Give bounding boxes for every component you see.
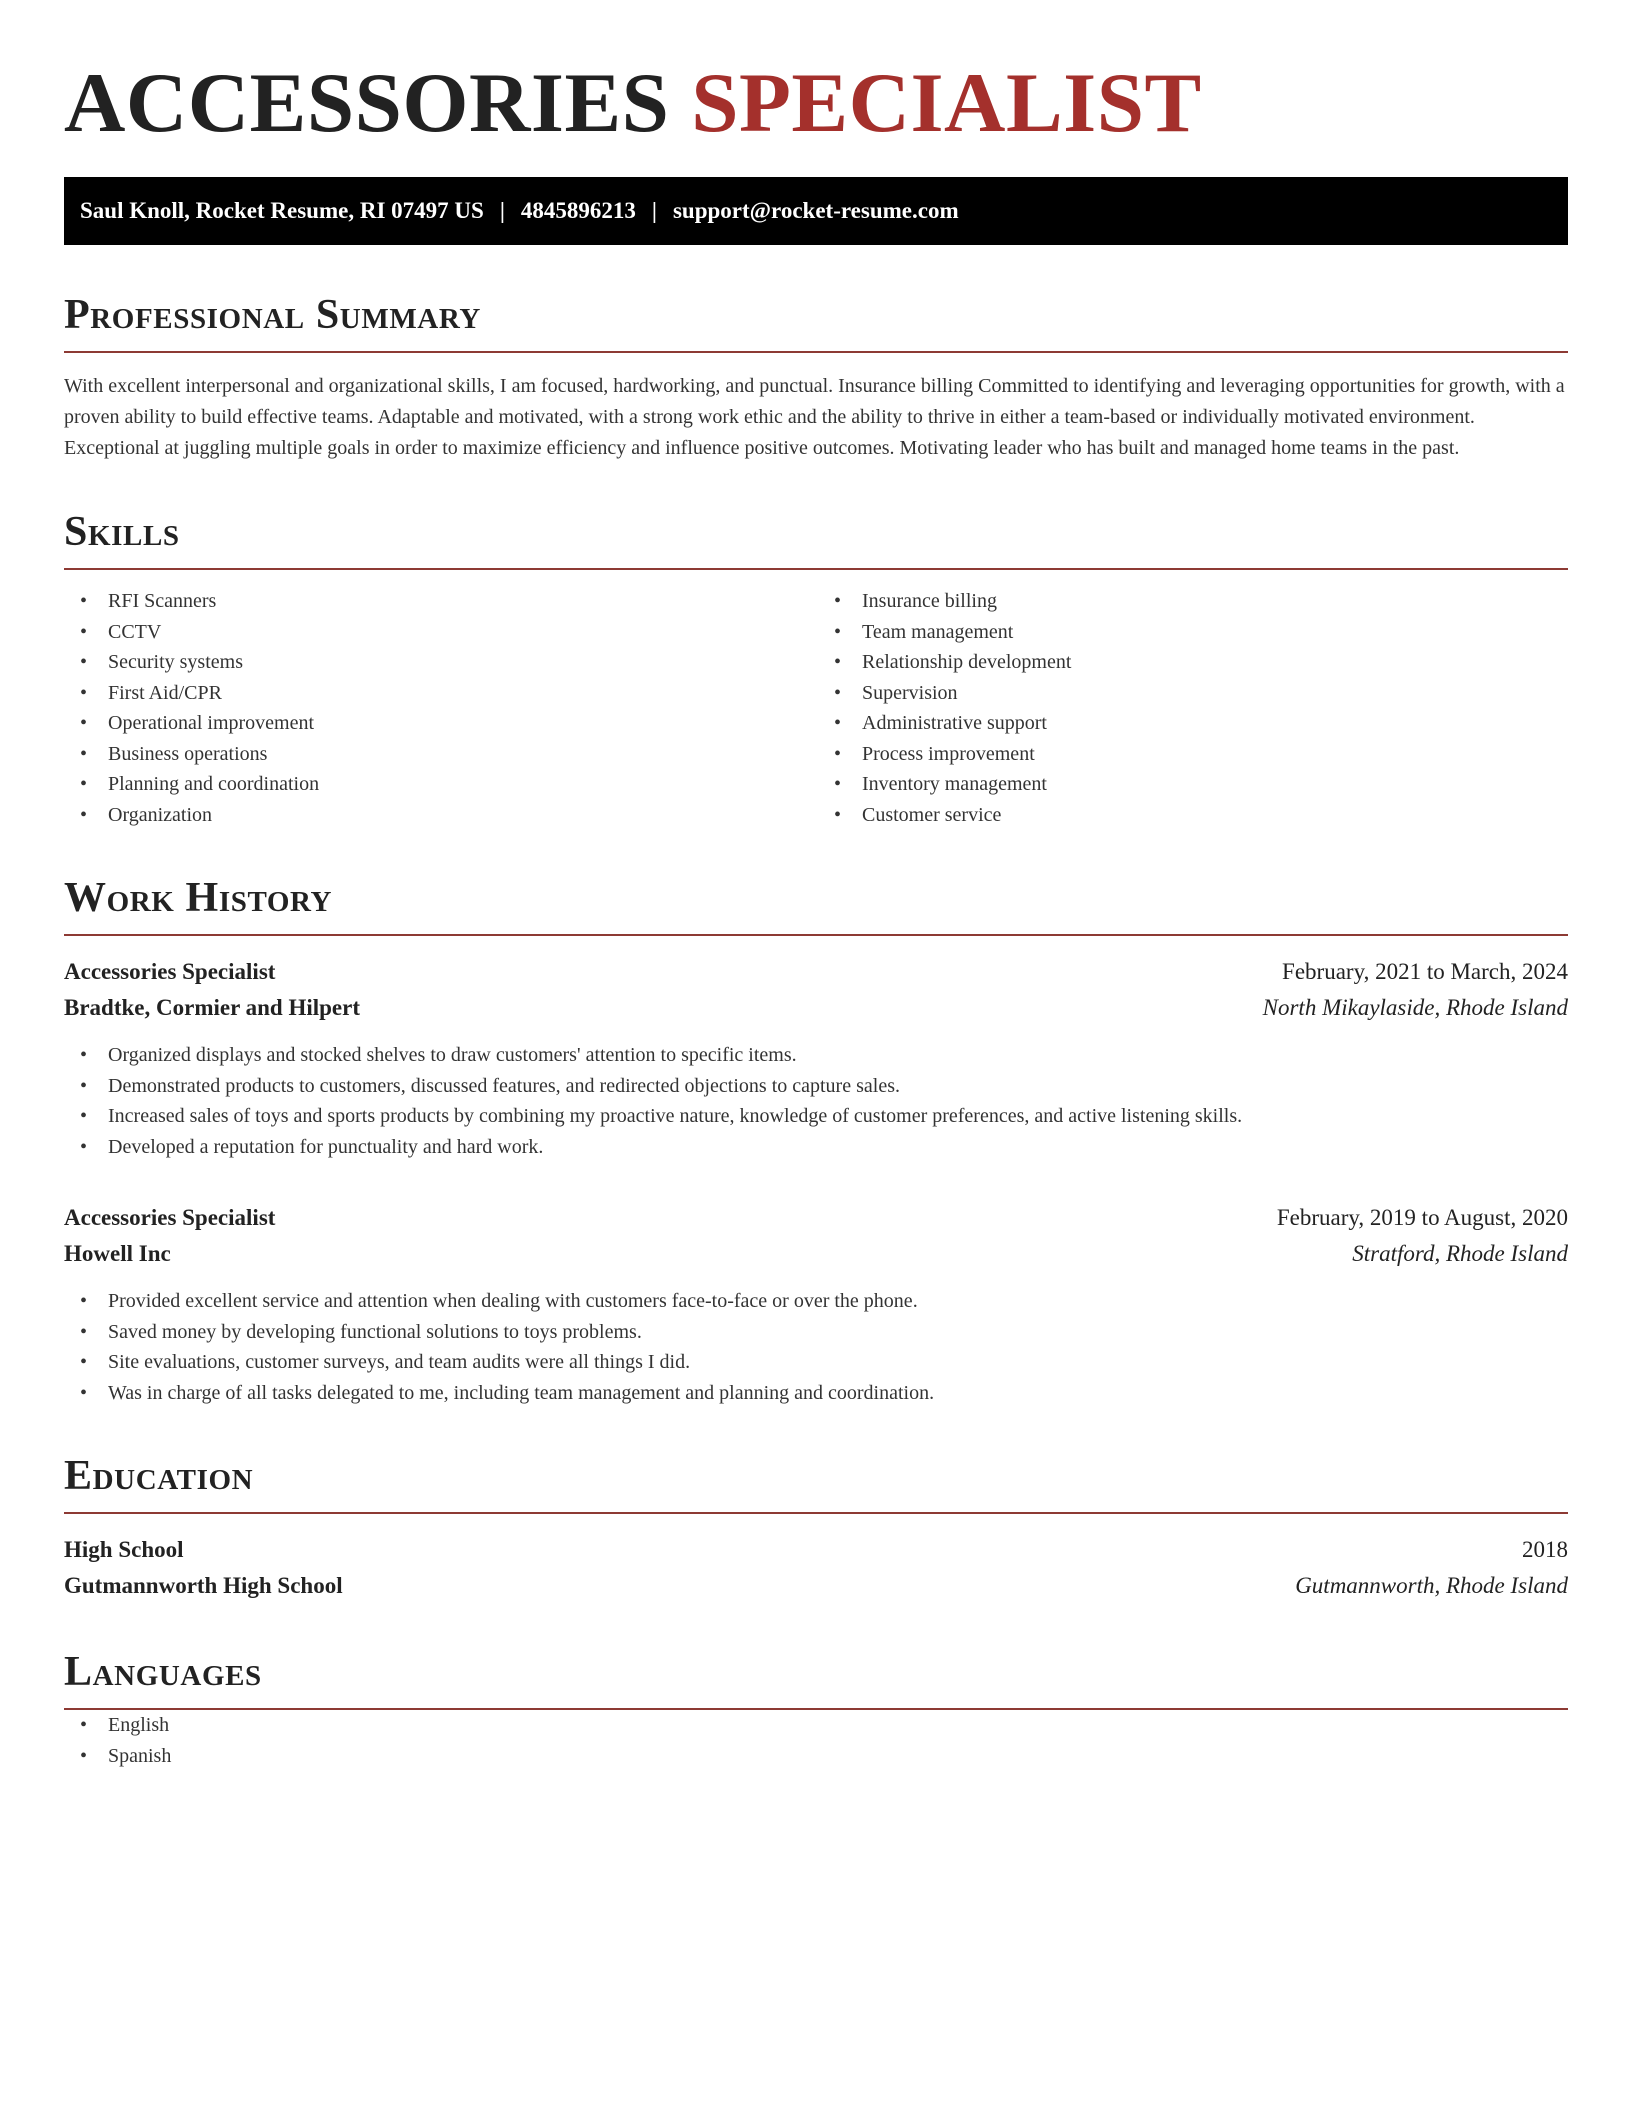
work-history-heading: Work History — [64, 874, 1568, 936]
education-degree: High School — [64, 1537, 184, 1562]
job-duty: • Organized displays and stocked shelves to draw customers' attention to specific items. — [64, 1040, 1568, 1071]
job-duties-list — [64, 1286, 1568, 1408]
skill-item: • Administrative support — [818, 708, 1568, 739]
job-company: Bradtke, Cormier and Hilpert — [64, 995, 360, 1020]
summary-section — [64, 291, 1568, 464]
job-location: Stratford, Rhode Island — [1352, 1241, 1568, 1266]
contact-email: support@rocket-resume.com — [672, 198, 959, 223]
skills-list-left — [64, 586, 814, 830]
job-dates: February, 2021 to March, 2024 — [1282, 959, 1568, 984]
job-location: North Mikaylaside, Rhode Island — [1262, 995, 1568, 1020]
education-degree-row — [64, 1532, 1568, 1568]
job-duty: • Increased sales of toys and sports products by combining my proactive nature, knowledge of customer preferences, and active listening skills. — [64, 1101, 1568, 1132]
languages-heading: Languages — [64, 1648, 1568, 1710]
education-location: Gutmannworth, Rhode Island — [1295, 1573, 1568, 1598]
job-duty: • Saved money by developing functional solutions to toys problems. — [64, 1317, 1568, 1348]
education-entry — [64, 1532, 1568, 1604]
skill-item: • Supervision — [818, 678, 1568, 709]
job-duty: • Developed a reputation for punctuality and hard work. — [64, 1132, 1568, 1163]
skill-item: • Process improvement — [818, 739, 1568, 770]
languages-section — [64, 1648, 1568, 1771]
contact-bar — [64, 177, 1568, 245]
title-second-word: SPECIALIST — [691, 56, 1202, 150]
job-duties-list — [64, 1040, 1568, 1162]
job-header-row — [64, 1200, 1568, 1236]
job-entry — [64, 1200, 1568, 1408]
skills-list-right — [814, 586, 1568, 830]
skills-heading: Skills — [64, 508, 1568, 570]
skill-item: • Customer service — [818, 800, 1568, 831]
skills-grid — [64, 586, 1568, 830]
education-heading: Education — [64, 1452, 1568, 1514]
skill-item: • Insurance billing — [818, 586, 1568, 617]
skill-item: • RFI Scanners — [64, 586, 814, 617]
skill-item: • Team management — [818, 617, 1568, 648]
job-dates: February, 2019 to August, 2020 — [1276, 1205, 1568, 1230]
job-company: Howell Inc — [64, 1241, 171, 1266]
skill-item: • Organization — [64, 800, 814, 831]
contact-separator: | — [499, 198, 505, 223]
education-section — [64, 1452, 1568, 1604]
job-title: Accessories Specialist — [64, 1205, 276, 1230]
skill-item: • Relationship development — [818, 647, 1568, 678]
job-company-row — [64, 990, 1568, 1026]
skill-item: • Inventory management — [818, 769, 1568, 800]
job-duty: • Provided excellent service and attention when dealing with customers face-to-face or over the phone. — [64, 1286, 1568, 1317]
job-company-row — [64, 1236, 1568, 1272]
contact-separator: | — [651, 198, 657, 223]
skill-item: • Business operations — [64, 739, 814, 770]
language-item: • English — [64, 1710, 1568, 1741]
job-entry — [64, 954, 1568, 1162]
contact-address: Saul Knoll, Rocket Resume, RI 07497 US — [80, 198, 484, 223]
education-school-row — [64, 1568, 1568, 1604]
languages-list — [64, 1710, 1568, 1771]
job-duty: • Was in charge of all tasks delegated to me, including team management and planning and coordination. — [64, 1378, 1568, 1409]
work-history-section — [64, 874, 1568, 1408]
education-year: 2018 — [1522, 1537, 1568, 1562]
skill-item: • Operational improvement — [64, 708, 814, 739]
job-title: Accessories Specialist — [64, 959, 276, 984]
resume-title — [64, 0, 1568, 148]
job-header-row — [64, 954, 1568, 990]
skill-item: • CCTV — [64, 617, 814, 648]
summary-heading: Professional Summary — [64, 291, 1568, 353]
education-school: Gutmannworth High School — [64, 1573, 343, 1598]
contact-phone: 4845896213 — [520, 198, 636, 223]
skill-item: • Security systems — [64, 647, 814, 678]
summary-text: With excellent interpersonal and organizational skills, I am focused, hardworking, and punctual. Insurance billing Committed to identifying and leveraging opportunities for growth, with a proven ability to build effective teams. Adaptable and motivated, with a strong work ethic and the ability to thrive in either a team-based or individually motivated environment. Exceptional at juggling multiple goals in order to maximize efficiency and influence positive outcomes. Motivating leader who has built and managed home teams in the past. — [64, 375, 1565, 459]
skill-item: • Planning and coordination — [64, 769, 814, 800]
skills-section — [64, 508, 1568, 830]
language-item: • Spanish — [64, 1741, 1568, 1772]
title-first-word: ACCESSORIES — [64, 56, 670, 150]
job-duty: • Site evaluations, customer surveys, and team audits were all things I did. — [64, 1347, 1568, 1378]
job-duty: • Demonstrated products to customers, discussed features, and redirected objections to capture sales. — [64, 1071, 1568, 1102]
skill-item: • First Aid/CPR — [64, 678, 814, 709]
